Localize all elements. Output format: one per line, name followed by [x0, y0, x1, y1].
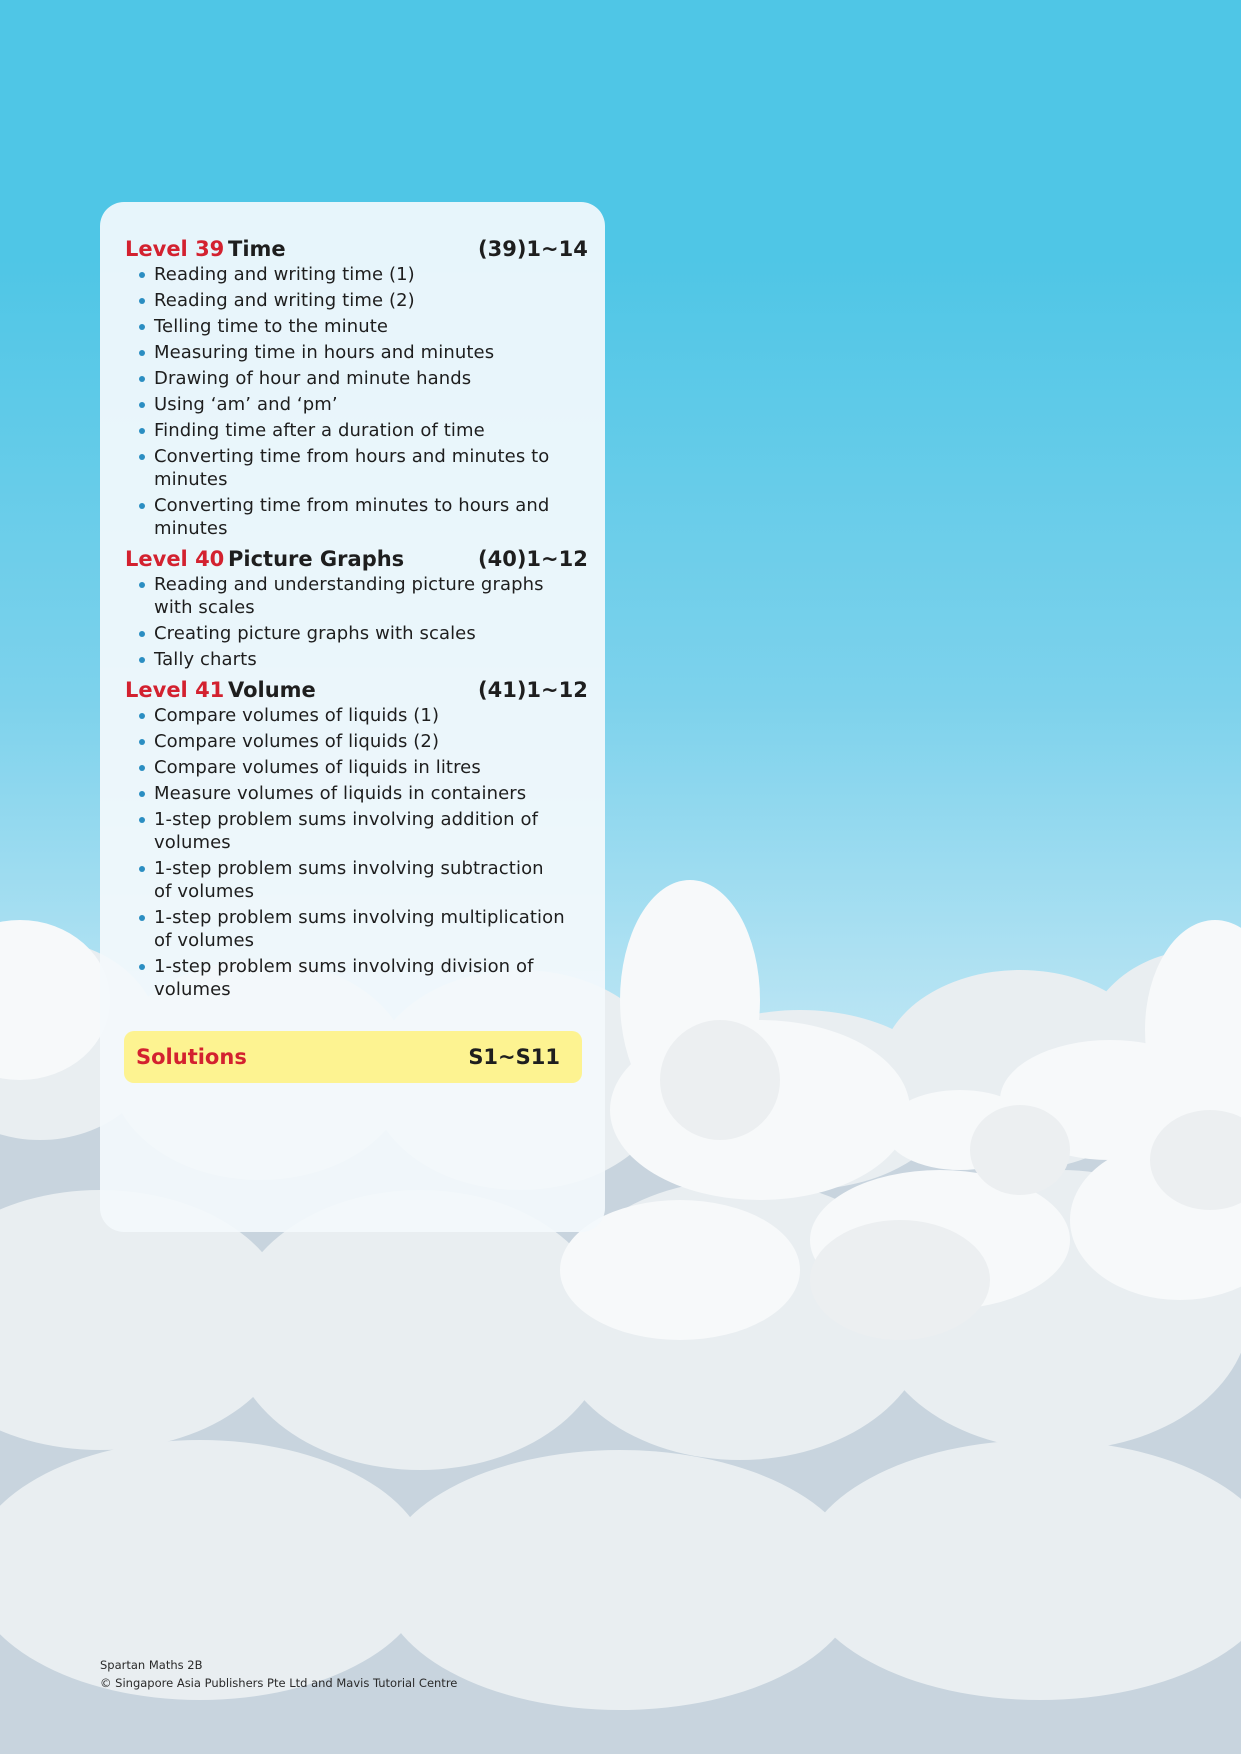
solutions-label: Solutions — [136, 1045, 247, 1069]
level-39-section — [125, 236, 588, 540]
bullet-icon — [139, 739, 145, 745]
level-title: Volume — [228, 678, 316, 702]
topic-item: Measure volumes of liquids in containers — [125, 782, 565, 805]
topic-item: Converting time from hours and minutes to minutes — [125, 445, 565, 491]
topic-item: Reading and understanding picture graphs with scales — [125, 573, 565, 619]
solutions-pages: S1~S11 — [468, 1045, 560, 1069]
topic-item: Reading and writing time (1) — [125, 263, 565, 286]
bullet-icon — [139, 915, 145, 921]
table-of-contents — [125, 236, 588, 1007]
level-title: Time — [228, 237, 286, 261]
topic-item: 1-step problem sums involving subtraction of volumes — [125, 857, 565, 903]
bullet-icon — [139, 324, 145, 330]
bullet-icon — [139, 454, 145, 460]
topic-list — [125, 263, 565, 540]
bullet-icon — [139, 631, 145, 637]
topic-item: 1-step problem sums involving addition of volumes — [125, 808, 565, 854]
level-header[interactable] — [125, 236, 588, 262]
topic-item: 1-step problem sums involving multiplication of volumes — [125, 906, 565, 952]
topic-item: Compare volumes of liquids (2) — [125, 730, 565, 753]
topic-item: Drawing of hour and minute hands — [125, 367, 565, 390]
bullet-icon — [139, 503, 145, 509]
topic-item: Compare volumes of liquids (1) — [125, 704, 565, 727]
level-pages: (40)1~12 — [478, 547, 588, 571]
bullet-icon — [139, 582, 145, 588]
topic-item: Finding time after a duration of time — [125, 419, 565, 442]
level-title: Picture Graphs — [228, 547, 405, 571]
level-pages: (39)1~14 — [478, 237, 588, 261]
bullet-icon — [139, 657, 145, 663]
footer — [100, 1656, 457, 1692]
level-header[interactable] — [125, 546, 588, 572]
topic-item: Telling time to the minute — [125, 315, 565, 338]
bullet-icon — [139, 866, 145, 872]
level-number: Level 39 — [125, 237, 225, 261]
topic-list — [125, 704, 565, 1001]
bullet-icon — [139, 272, 145, 278]
topic-item: Creating picture graphs with scales — [125, 622, 565, 645]
level-40-section — [125, 546, 588, 671]
bullet-icon — [139, 791, 145, 797]
topic-item: 1-step problem sums involving division of volumes — [125, 955, 565, 1001]
book-title: Spartan Maths 2B — [100, 1658, 203, 1672]
copyright-notice: © Singapore Asia Publishers Pte Ltd and Mavis Tutorial Centre — [100, 1676, 458, 1690]
level-41-section — [125, 677, 588, 1001]
solutions-entry[interactable] — [124, 1031, 582, 1083]
topic-item: Converting time from minutes to hours and minutes — [125, 494, 565, 540]
level-header[interactable] — [125, 677, 588, 703]
level-number: Level 41 — [125, 678, 225, 702]
bullet-icon — [139, 402, 145, 408]
topic-item: Tally charts — [125, 648, 565, 671]
level-pages: (41)1~12 — [478, 678, 588, 702]
bullet-icon — [139, 350, 145, 356]
topic-item: Compare volumes of liquids in litres — [125, 756, 565, 779]
topic-item: Measuring time in hours and minutes — [125, 341, 565, 364]
bullet-icon — [139, 376, 145, 382]
bullet-icon — [139, 964, 145, 970]
bullet-icon — [139, 817, 145, 823]
topic-list — [125, 573, 565, 671]
level-number: Level 40 — [125, 547, 225, 571]
bullet-icon — [139, 428, 145, 434]
bullet-icon — [139, 765, 145, 771]
topic-item: Reading and writing time (2) — [125, 289, 565, 312]
bullet-icon — [139, 298, 145, 304]
topic-item: Using ‘am’ and ‘pm’ — [125, 393, 565, 416]
bullet-icon — [139, 713, 145, 719]
